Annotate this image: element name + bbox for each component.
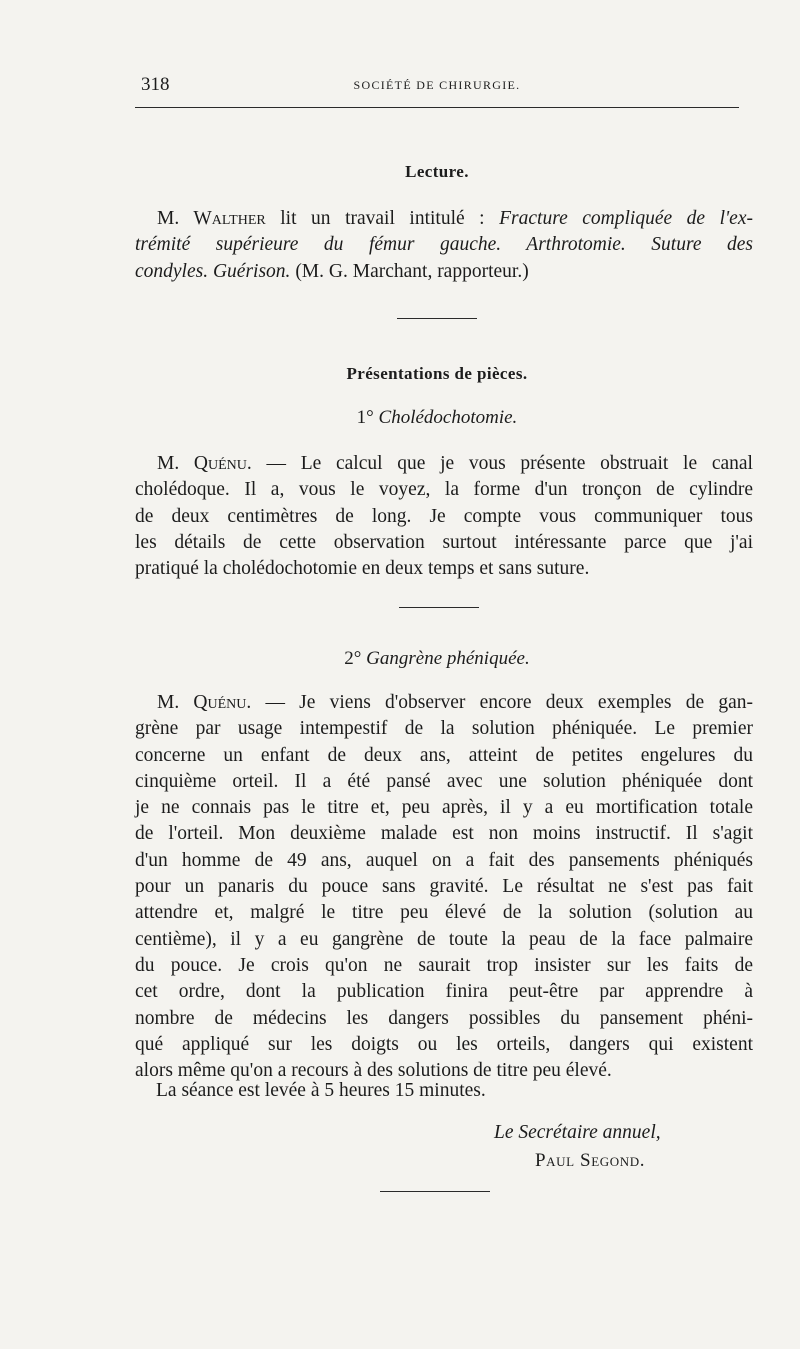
running-title: SOCIÉTÉ DE CHIRURGIE. [353, 78, 521, 92]
item1-title: Cholédochotomie. [378, 407, 518, 428]
paragraph-line: les détails de cette observation surtout intéressante parce que j'ai [135, 531, 753, 553]
page-number: 318 [141, 74, 170, 95]
lecture-line: condyles. Guérison. (M. G. Marchant, rapporteur.) [135, 260, 529, 282]
paragraph-line: M. Quénu. — Le calcul que je vous présente obstruait le canal [157, 453, 753, 474]
paragraph-line: nombre de médecins les dangers possibles du pansement phéni- [135, 1007, 753, 1029]
paragraph-line: concerne un enfant de deux ans, atteint de petites engelures du [135, 744, 753, 766]
closing-line: La séance est levée à 5 heures 15 minutes. [156, 1080, 486, 1101]
paragraph-line: cet ordre, dont la publication finira peut-être par apprendre à [135, 981, 753, 1003]
end-rule [380, 1191, 490, 1192]
paragraph-line: cinquième orteil. Il a été pansé avec une solution phéniquée dont [135, 770, 753, 792]
paragraph-line: pratiqué la cholédochotomie en deux temps et sans suture. [135, 558, 590, 580]
paragraph-line: grène par usage intempestif de la solution phéniquée. Le premier [135, 718, 753, 740]
work-title-line: Fracture compliquée de l'ex- [499, 208, 753, 229]
item1-heading [135, 407, 739, 429]
lecture-paragraph [135, 206, 753, 285]
section-rule [397, 318, 477, 319]
paragraph-line: du pouce. Je crois qu'on ne saurait trop insister sur les faits de [135, 954, 753, 976]
signature-name: Paul Segond. [535, 1150, 646, 1171]
lecture-heading: Lecture. [405, 162, 469, 181]
paragraph-line: alors même qu'on a recours à des solutions de titre peu élevé. [135, 1060, 612, 1082]
item2-number: 2° [344, 648, 362, 669]
item1-author: M. Quénu. [157, 453, 252, 474]
paragraph-line: je ne connais pas le titre et, peu après, il y a eu mortification totale [135, 797, 753, 819]
lecture-author: M. Walther [157, 208, 266, 229]
paragraph-line: de l'orteil. Mon deuxième malade est non moins instructif. Il s'agit [135, 823, 753, 845]
paragraph-line: de deux centimètres de long. Je compte vous communiquer tous [135, 505, 753, 527]
item1-paragraph [135, 451, 753, 582]
paragraph-line: cholédoque. Il a, vous le voyez, la forme d'un tronçon de cylindre [135, 479, 753, 501]
item1-number: 1° [356, 407, 374, 428]
paragraph-line: qué appliqué sur les doigts ou les orteils, dangers qui existent [135, 1033, 753, 1055]
paragraph-line: d'un homme de 49 ans, auquel on a fait des pansements phéniqués [135, 849, 753, 871]
work-title-line: condyles. Guérison. [135, 260, 291, 282]
item2-author: M. Quénu. [157, 692, 252, 713]
signature-role: Le Secrétaire annuel, [494, 1122, 661, 1143]
header-rule [135, 107, 739, 108]
page-header [135, 74, 739, 100]
presentations-heading: Présentations de pièces. [346, 364, 528, 383]
section-rule [399, 607, 479, 608]
item2-paragraph [135, 690, 753, 1084]
paragraph-line: pour un panaris du pouce sans gravité. Le résultat ne s'est pas fait [135, 876, 753, 898]
item2-heading [135, 648, 739, 670]
item2-title: Gangrène phéniquée. [366, 648, 530, 669]
paragraph-line: M. Quénu. — Je viens d'observer encore deux exemples de gan- [157, 692, 753, 713]
paragraph-line: attendre et, malgré le titre peu élevé de la solution (solution au [135, 902, 753, 924]
work-title-line: trémité supérieure du fémur gauche. Arthrotomie. Suture des [135, 234, 753, 256]
lecture-line: M. Walther lit un travail intitulé : Fracture compliquée de l'ex- [157, 208, 753, 229]
paragraph-line: centième), il y a eu gangrène de toute la peau de la face palmaire [135, 928, 753, 950]
